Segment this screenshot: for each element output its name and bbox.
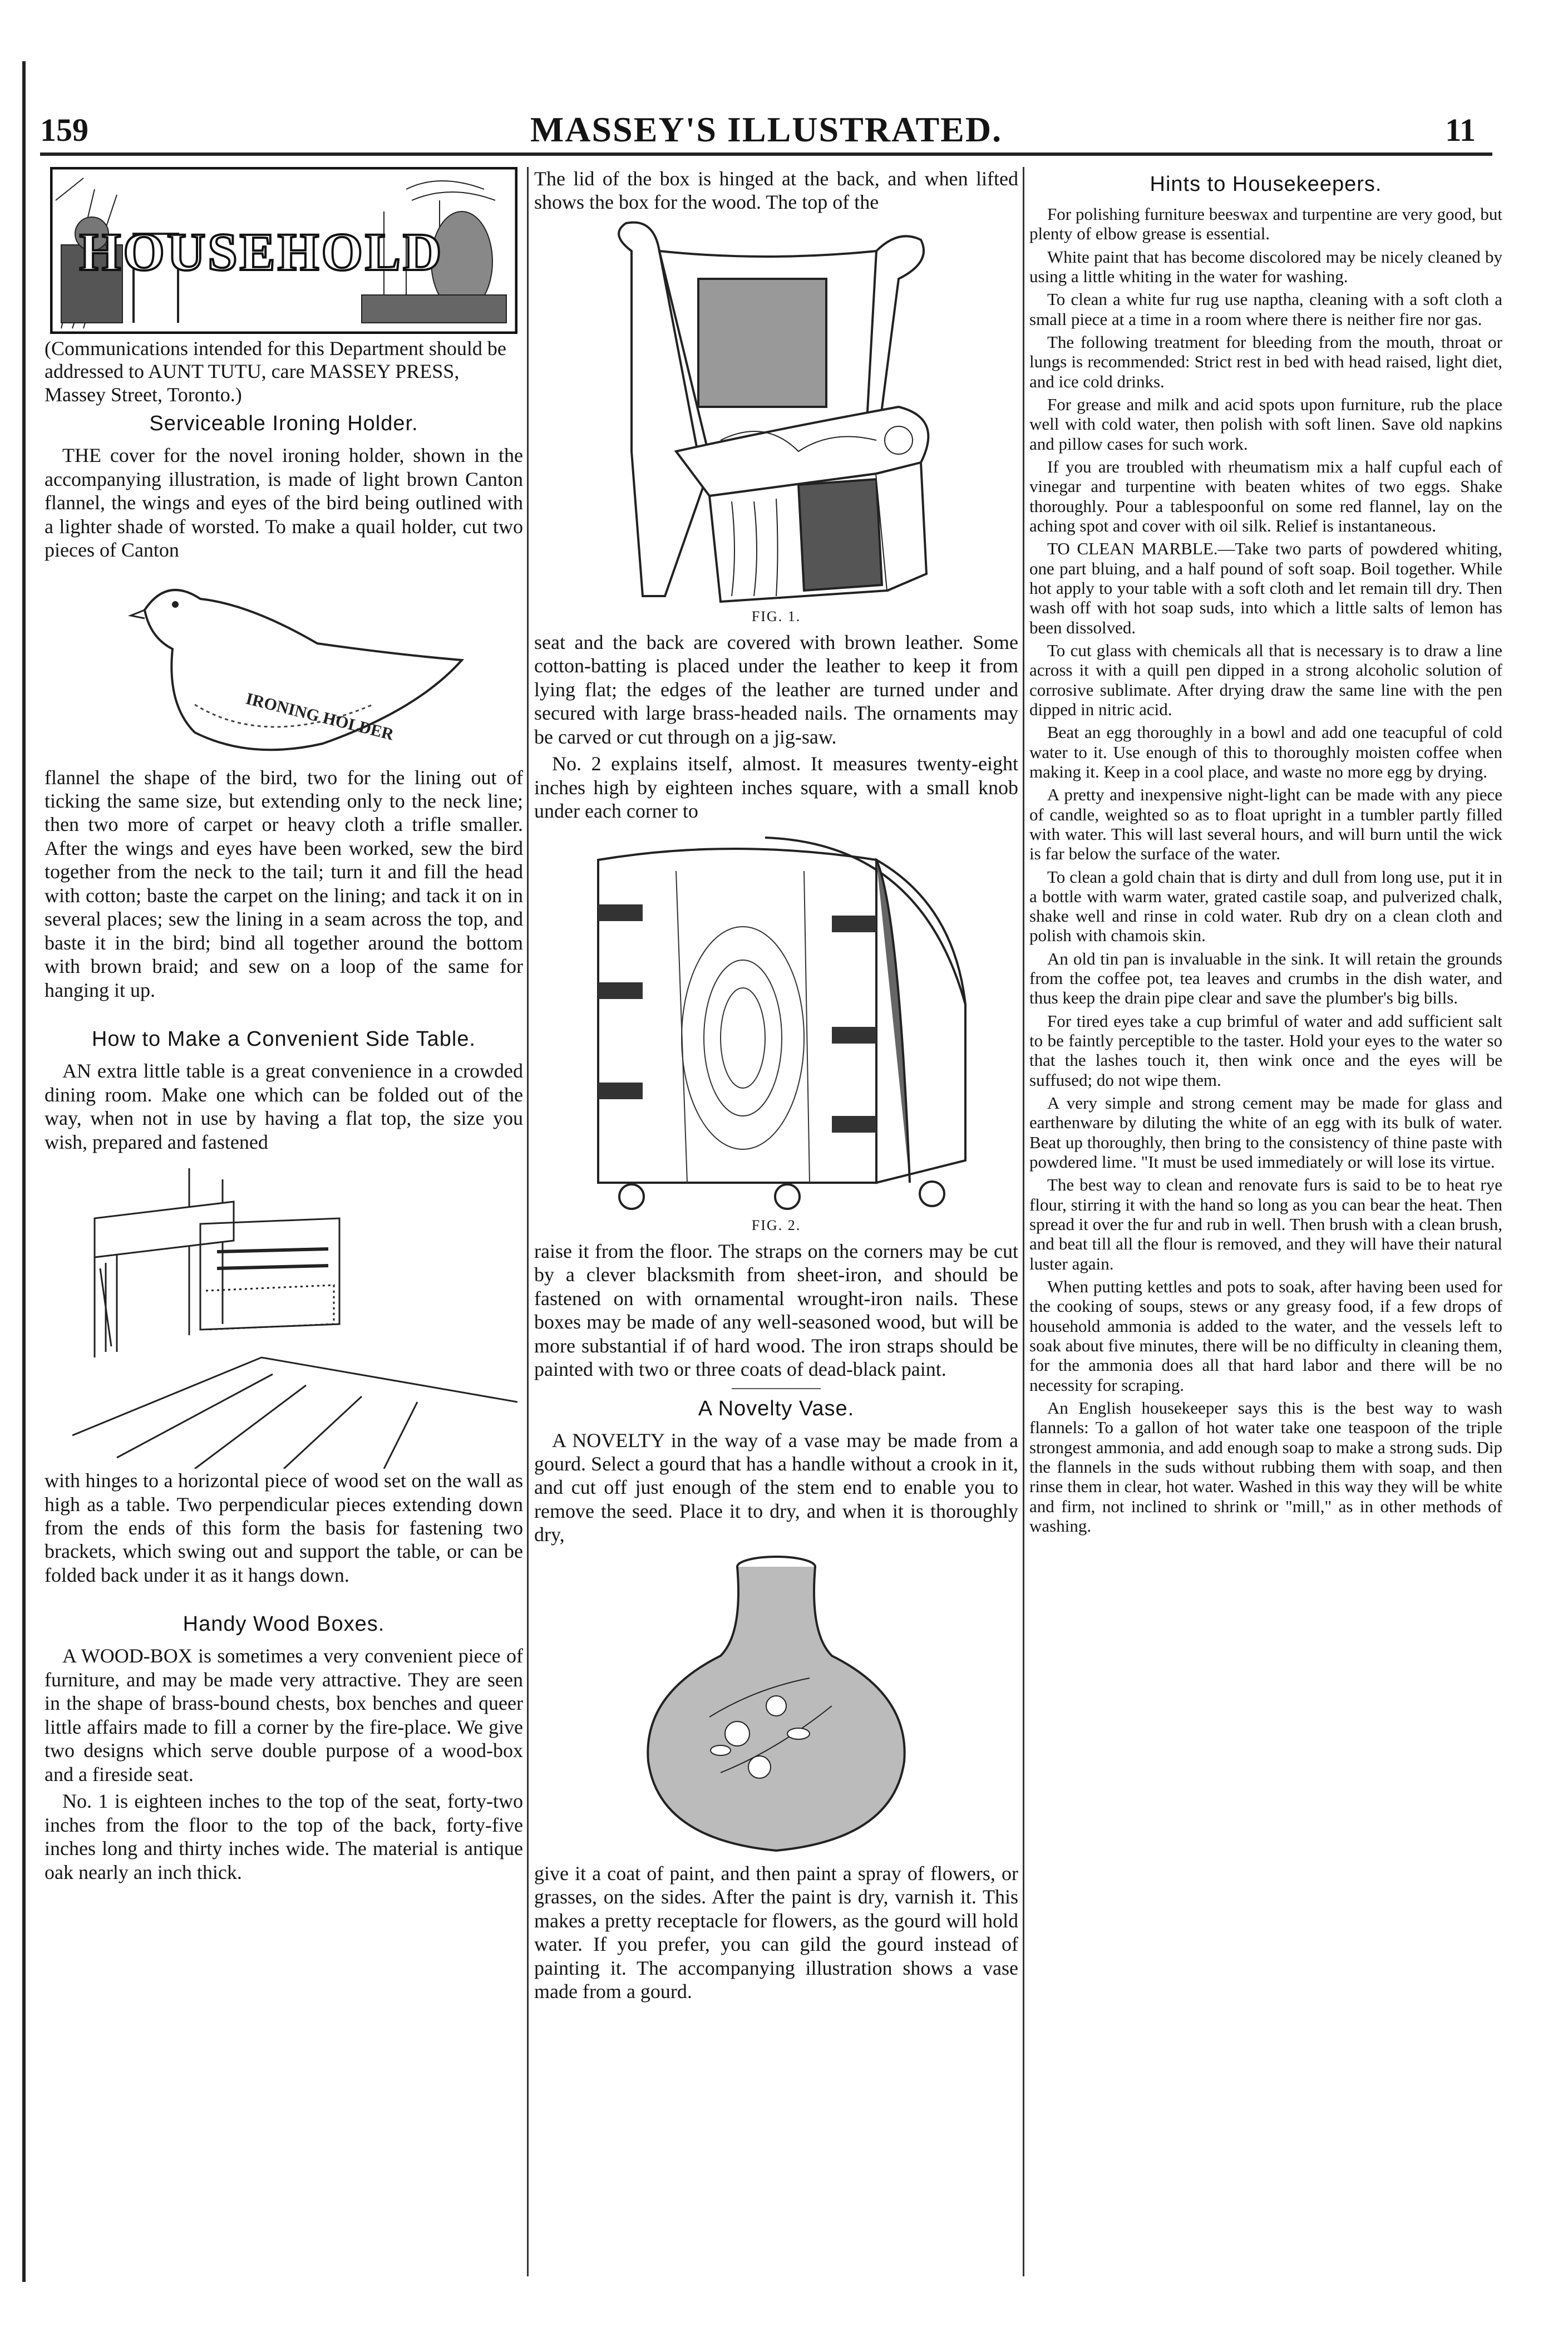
column-3 xyxy=(1029,167,1502,2276)
table-paragraph-1: AN extra little table is a great convenience in a crowded dining room. Make one which can be folded out of the way, when not in use by having a flat top, the size you wish, prepared and fastened xyxy=(45,1060,523,1153)
column-2 xyxy=(534,167,1018,2276)
hint-paragraph: An old tin pan is invaluable in the sink. It will retain the grounds from the coffee pot, tea leaves and crumbs in the dish water, and thus keep the drain pipe clear and save the plumber's big bills. xyxy=(1029,948,1502,1008)
figure-1-caption: FIG. 1. xyxy=(751,608,801,624)
column-1 xyxy=(45,167,523,2276)
vase-paragraph-1: A NOVELTY in the way of a vase may be made from a gourd. Select a gourd that has a handle without a crook in it, and cut off just enough of the stem end to enable you to remove the seed. Place it to dry, and when it is thoroughly dry, xyxy=(534,1429,1018,1546)
hint-paragraph: For tired eyes take a cup brimful of water and add sufficient salt to be faintly perceptible to the taster. Hold your eyes to the water so that the lashes touch it, then wink once and the eyes will be suffused; do not wipe them. xyxy=(1029,1011,1502,1090)
quail-holder-label: IRONING HOLDER xyxy=(244,689,396,744)
header-rule xyxy=(40,152,1492,156)
quail-ironing-holder-illustration xyxy=(83,565,484,766)
hint-paragraph: When putting kettles and pots to soak, after having been used for the cooking of soups, stews or any greasy food, if a few drops of household ammonia is added to the water, and the vessels left to soak about five minutes, there will be no difficulty in cleaning them, for the ammonia does all that hard labor and there will be no necessity for scraping. xyxy=(1029,1277,1502,1395)
boxes-paragraph-3: The lid of the box is hinged at the back, and when lifted shows the box for the wood. The top of the xyxy=(534,168,1018,214)
boxes-paragraph-1: A WOOD-BOX is sometimes a very convenient piece of furniture, and may be made very attractive. They are seen in the shape of brass-bound chests, box benches and queer little affairs made to fill a corner by the fire-place. We give two designs which serve double purpose of a wood-box and a fireside seat. xyxy=(45,1645,523,1785)
heading-ironing-holder: Serviceable Ironing Holder. xyxy=(149,412,418,436)
column-divider xyxy=(1023,167,1024,2276)
wood-box-seat-fig1-illustration xyxy=(565,218,988,607)
hint-paragraph: A very simple and strong cement may be made for glass and earthenware by diluting the white of an egg with its bulk of water. Beat up thoroughly, then bring to the consistency of thine paste with powdered lime. "It must be used immediately or will lose its virtue. xyxy=(1029,1093,1502,1172)
heading-wood-boxes: Handy Wood Boxes. xyxy=(183,1612,385,1636)
hint-paragraph: To clean a white fur rug use naptha, cleaning with a soft cloth a small piece at a time in a room where there is neither fire nor gas. xyxy=(1029,289,1502,329)
hint-paragraph: Beat an egg thoroughly in a bowl and add one teacupful of cold water to it. Use enough of this to thoroughly moisten coffee when making it. Keep in a cool place, and waste no more egg by drying. xyxy=(1029,722,1502,781)
page-number-right: 11 xyxy=(1445,112,1476,148)
hint-paragraph: The best way to clean and renovate furs is said to be to heat rye flour, stirring it with the hand so long as you can bear the heat. Then spread it over the fur and rub in well. Then brush with a clean brush, and beat till all the flour is removed, and they will have their natural luster again. xyxy=(1029,1175,1502,1273)
heading-novelty-vase: A Novelty Vase. xyxy=(698,1396,855,1420)
side-table-illustration xyxy=(50,1157,517,1469)
vase-paragraph-2: give it a coat of paint, and then paint a spray of flowers, or grasses, on the sides. After the paint is dry, varnish it. This makes a pretty receptacle for flowers, as the gourd will hold water. If you prefer, you can gild the gourd instead of painting it. The accompanying illustration shows a vase made from a gourd. xyxy=(534,1862,1018,2003)
hint-paragraph: The following treatment for bleeding from the mouth, throat or lungs is recommended: Strict rest in bed with head raised, light diet, and ice cold drinks. xyxy=(1029,332,1502,391)
figure-2-caption: FIG. 2. xyxy=(751,1217,801,1233)
left-margin-rule xyxy=(22,61,26,2282)
hint-paragraph: If you are troubled with rheumatism mix a half cupful each of vinegar and turpentine with beaten whites of two eggs. Shake thoroughly. Pour a tablespoonful on some red flannel, lay on the aching spot and cover with oil silk. Relief is instantaneous. xyxy=(1029,456,1502,535)
wood-box-fig2-illustration xyxy=(565,826,988,1216)
page-number-left: 159 xyxy=(40,112,88,148)
hint-paragraph: To clean a gold chain that is dirty and dull from long use, put it in a bottle with warm water, grated castile soap, and pulverized chalk, shake well and rinse in cold water. Rub dry on a clean cloth and polish with chamois skin. xyxy=(1029,867,1502,946)
household-banner-text: HOUSEHOLD xyxy=(79,222,444,282)
ironing-paragraph-1: THE cover for the novel ironing holder, shown in the accompanying illustration, is made of light brown Canton flannel, the wings and eyes of the bird being outlined with a lighter shade of worsted. To make a quail holder, cut two pieces of Canton xyxy=(45,444,523,562)
column-divider xyxy=(527,167,529,2276)
hint-paragraph: To cut glass with chemicals all that is necessary is to draw a line across it with a quill pen dipped in a strong alcoholic solution of corrosive sublimate. After drying draw the same line with the pen dipped in nitric acid. xyxy=(1029,640,1502,719)
ironing-paragraph-2: flannel the shape of the bird, two for the lining out of ticking the same size, but extending only to the neck line; then two more of carpet or heavy cloth a trifle smaller. After the wings and eyes have been worked, sew the bird together from the neck to the tail; turn it and fill the head with cotton; baste the carpet on the lining; and tack it on in several places; sew the lining in a seam across the top, and baste it in the bird; bind all together around the bottom with brown braid; and sew on a loop of the same for hanging it up. xyxy=(45,766,523,1001)
heading-hints-housekeepers: Hints to Housekeepers. xyxy=(1150,173,1382,196)
masthead-title: MASSEY'S ILLUSTRATED. xyxy=(530,110,1003,149)
table-paragraph-2: with hinges to a horizontal piece of wood set on the wall as high as a table. Two perpendicular pieces extending down from the ends of this form the basis for fastening two brackets, which swing out and support the table, or can be folded back under it as it hangs down. xyxy=(45,1469,523,1586)
boxes-paragraph-4: seat and the back are covered with brown leather. Some cotton-batting is placed under the leather to keep it from lying flat; the edges of the leather are turned under and secured with large brass-headed nails. The ornaments may be carved or cut through on a jig-saw. xyxy=(534,631,1018,748)
hint-paragraph: An English housekeeper says this is the best way to wash flannels: To a gallon of hot water take one teaspoon of the triple strongest ammonia, and add enough soap to make a strong suds. Dip the flannels in the suds without rubbing them with soap, and then rinse them in clear, hot water. Washed in this way they will be white and firm, not inclined to shrink or "mill," as in other methods of washing. xyxy=(1029,1398,1502,1536)
boxes-paragraph-6: raise it from the floor. The straps on the corners may be cut by a clever blacksmith from sheet-iron, and should be fastened on with ornamental wrought-iron nails. These boxes may be made of any well-seasoned wood, but will be more substantial if of hard wood. The iron straps should be painted with two or three coats of dead-black paint. xyxy=(534,1239,1018,1381)
boxes-paragraph-2: No. 1 is eighteen inches to the top of the seat, forty-two inches from the floor to the top of the back, forty-five inches long and thirty inches wide. The material is antique oak nearly an inch thick. xyxy=(45,1790,523,1883)
department-note: (Communications intended for this Department should be addressed to AUNT TUTU, care MASSEY PRESS, Massey Street, Toronto.) xyxy=(45,337,506,406)
gourd-vase-illustration xyxy=(609,1550,943,1862)
page-header xyxy=(40,95,1492,156)
hint-paragraph: TO CLEAN MARBLE.—Take two parts of powdered whiting, one part bluing, and a half pound of soft soap. Boil together. While hot apply to your table with a soft cloth and let remain till dry. Then wash off with hot soap suds, into which a little salts of lemon has been dissolved. xyxy=(1029,539,1502,637)
hint-paragraph: For polishing furniture beeswax and turpentine are very good, but plenty of elbow grease is essential. xyxy=(1029,204,1502,244)
hint-paragraph: A pretty and inexpensive night-light can be made with any piece of candle, weighted so as to float upright in a tumbler partly filled with water. This will last several hours, and will burn until the wick is far below the surface of the water. xyxy=(1029,785,1502,864)
section-divider xyxy=(732,1388,821,1389)
household-banner-illustration xyxy=(50,167,517,334)
hint-paragraph: For grease and milk and acid spots upon furniture, rub the place well with cold water, then polish with soft linen. Save old napkins and pillow cases for such work. xyxy=(1029,394,1502,454)
hint-paragraph: White paint that has become discolored may be nicely cleaned by using a little whiting in the water for washing. xyxy=(1029,247,1502,286)
heading-side-table: How to Make a Convenient Side Table. xyxy=(91,1027,476,1051)
boxes-paragraph-5: No. 2 explains itself, almost. It measures twenty-eight inches high by eighteen inches square, with a small knob under each corner to xyxy=(534,752,1018,823)
